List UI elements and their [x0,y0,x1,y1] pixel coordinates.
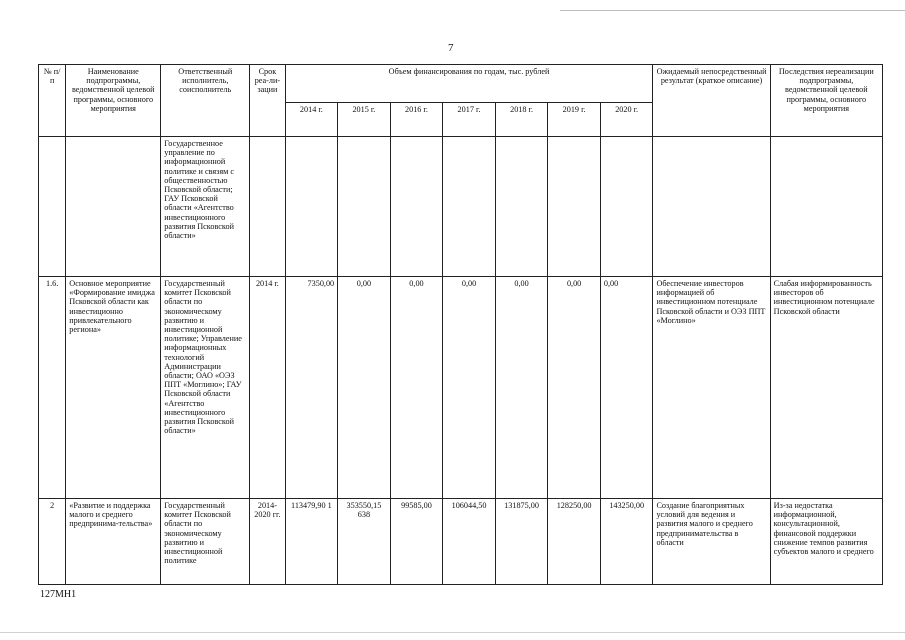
row-term: 2014-2020 гг. [250,499,285,585]
header-year: 2020 г. [600,103,653,137]
table-row [39,137,883,277]
row-value-2016: 99585,00 [390,499,443,585]
row-num: 2 [39,499,66,585]
page-number: 7 [448,42,454,54]
header-financing: Объем финансирования по годам, тыс. рублей [285,65,653,103]
table-row [39,499,883,585]
row-value-2019: 0,00 [548,277,601,499]
row-value-2017 [443,137,496,277]
row-value-2018 [495,137,548,277]
row-term: 2014 г. [250,277,285,499]
row-name [66,137,161,277]
row-num [39,137,66,277]
table-row [39,277,883,499]
row-value-2017: 0,00 [443,277,496,499]
row-result: Создание благоприятных условий для ведения и развития малого и среднего предпринимательства в области [653,499,770,585]
row-value-2018: 131875,00 [495,499,548,585]
row-value-2019: 128250,00 [548,499,601,585]
header-year: 2016 г. [390,103,443,137]
row-num: 1.6. [39,277,66,499]
row-value-2016 [390,137,443,277]
row-value-2015 [338,137,391,277]
scan-edge-bottom [0,632,905,633]
header-num: № п/п [39,65,66,137]
header-year: 2014 г. [285,103,338,137]
row-value-2019 [548,137,601,277]
header-year: 2015 г. [338,103,391,137]
row-result [653,137,770,277]
row-consequences: Из-за недостатка информационной, консультационной, финансовой поддержки снижение темпов развития субъектов малого и среднего [770,499,882,585]
header-consequences: Последствия нереализации подпрограммы, ведомственной целевой программы, основного мероприятия [770,65,882,137]
scan-edge-top [560,10,905,11]
header-executor: Ответственный исполнитель, соисполнитель [161,65,250,137]
row-result: Обеспечение инвесторов информацией об инвестиционном потенциале Псковской области и ОЭЗ ППТ «Моглино» [653,277,770,499]
row-executor: Государственный комитет Псковской области по экономическому развитию и инвестиционной политике [161,499,250,585]
row-value-2020: 143250,00 [600,499,653,585]
row-consequences: Слабая информированность инвесторов об инвестиционном потенциале Псковской области [770,277,882,499]
row-name: Основное мероприятие «Формирование имиджа Псковской области как инвестиционно привлекательного региона» [66,277,161,499]
row-term [250,137,285,277]
row-value-2018: 0,00 [495,277,548,499]
row-executor: Государственный комитет Псковской области по экономическому развитию и инвестиционной политике; Управление информационных технологий Администрации области; ОАО «ОЭЗ ППТ «Моглино»; ГАУ Псковской области «Агентство инвестиционного развития Псковской области» [161,277,250,499]
row-consequences [770,137,882,277]
row-value-2020 [600,137,653,277]
footer-code: 127МН1 [40,589,77,600]
header-year: 2018 г. [495,103,548,137]
header-year: 2019 г. [548,103,601,137]
header-name: Наименование подпрограммы, ведомственной целевой программы, основного мероприятия [66,65,161,137]
row-value-2014 [285,137,338,277]
financing-table [38,64,883,585]
row-value-2014: 113479,90 1 [285,499,338,585]
row-value-2015: 0,00 [338,277,391,499]
row-value-2015: 353550,15 638 [338,499,391,585]
row-value-2014: 7350,00 [285,277,338,499]
header-result: Ожидаемый непосредственный результат (краткое описание) [653,65,770,137]
header-term: Срок реа-ли-зации [250,65,285,137]
row-executor: Государственное управление по информационной политике и связям с общественностью Псковской области; ГАУ Псковской области «Агентство инвестиционного развития Псковской области» [161,137,250,277]
row-value-2017: 106044,50 [443,499,496,585]
header-year: 2017 г. [443,103,496,137]
row-value-2016: 0,00 [390,277,443,499]
row-value-2020: 0,00 [600,277,653,499]
row-name: «Развитие и поддержка малого и среднего предпринима-тельства» [66,499,161,585]
